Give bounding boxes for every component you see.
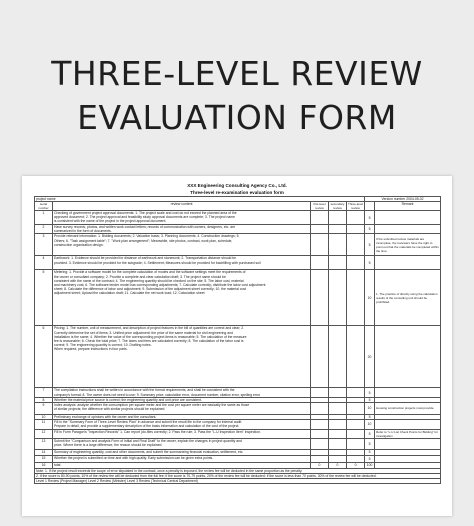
row-content-line: When required, prepare instructions in four parts. bbox=[54, 346, 128, 351]
row-score: 5 bbox=[365, 256, 375, 270]
row-first-review: 0 bbox=[311, 463, 329, 469]
project-name-label: project name bbox=[35, 197, 365, 202]
row-content bbox=[53, 270, 311, 326]
row-score: 10 bbox=[365, 419, 375, 429]
row-score: 5 bbox=[365, 450, 375, 456]
row-content-line: and machinery cost; 6. The software tender model has corresponding adjustments; 7. Calculate correctly; distribute the labor cost adjustment bbox=[54, 282, 266, 287]
row-second-review bbox=[329, 326, 347, 388]
row-content-line: Have survey records, photos, and written work contact letters; records of communication with owners, designers, etc. are bbox=[54, 225, 236, 230]
row-content-line: fee is reasonable; 6. Check the total price; 7. The taxes and fees are calculated correctly; 8. The calculation of the labor cost is bbox=[54, 338, 244, 343]
row-content-line: Fill in the "Summary Form of Three-Level Review Plan" in advance and submit the result file to the company for internal audit. bbox=[54, 419, 243, 424]
row-content-line: price. Where there is a large difference, the reason should be explained. bbox=[54, 443, 163, 448]
row-second-review bbox=[329, 256, 347, 270]
table-row bbox=[35, 439, 441, 450]
row-content-line: is consistent with the name of the project in the project approval document. bbox=[54, 219, 167, 224]
row-remark: Refer to "L-U List Check Points for Bidding" for investigation bbox=[375, 429, 441, 438]
row-score: 5 bbox=[365, 439, 375, 450]
row-content-line: installation is the same; 4. Whether the value of the corresponding project items is reasonable; 5. The calculation of the measure bbox=[54, 334, 247, 339]
row-second-review: 0 bbox=[329, 463, 347, 469]
table-row bbox=[35, 256, 441, 270]
row-score: 20 bbox=[365, 326, 375, 388]
row-serial: 5 bbox=[35, 270, 53, 326]
row-first-review bbox=[311, 234, 329, 256]
row-serial: 13 bbox=[35, 439, 53, 450]
row-content bbox=[53, 439, 311, 450]
row-serial: 11 bbox=[35, 419, 53, 429]
row-first-review bbox=[311, 388, 329, 397]
row-second-review bbox=[329, 402, 347, 414]
row-first-review bbox=[311, 439, 329, 450]
row-serial: 15 bbox=[35, 456, 53, 463]
row-first-review bbox=[311, 419, 329, 429]
row-score: 5 bbox=[365, 456, 375, 463]
row-score: 5 bbox=[365, 397, 375, 402]
row-third-review bbox=[347, 270, 365, 326]
row-second-review bbox=[329, 270, 347, 326]
row-third-review bbox=[347, 326, 365, 388]
row-score: 5 bbox=[365, 234, 375, 256]
row-score: 100 bbox=[365, 463, 375, 469]
row-score: 10 bbox=[365, 270, 375, 326]
row-content-line: sheet; 8. Calculate the difference of labor cost adjustment; 9. Submission of the adjustment sheet correctly; 10. the material cost bbox=[54, 286, 246, 291]
row-remark bbox=[375, 439, 441, 450]
row-remark bbox=[375, 456, 441, 463]
form-subtitle: Three-level re-examination evaluation form bbox=[190, 190, 284, 195]
row-content-line: Preliminary exchange of opinions with the owner and the consultant. bbox=[54, 414, 157, 419]
form-company: XXX Engineering Consulting Agency Co., Ltd. bbox=[187, 183, 287, 188]
row-content-line: of similar projects; the difference with similar projects should be explained. bbox=[54, 406, 166, 411]
table-row bbox=[35, 211, 441, 225]
row-serial: 3 bbox=[35, 234, 53, 256]
row-score: 5 bbox=[365, 414, 375, 419]
row-remark: If the submitted review materials are incomplete, the reviewers have the right to point out that the materials be completed within the time. bbox=[375, 234, 441, 256]
table-row bbox=[35, 388, 441, 397]
row-content-line: company's format; 8. The owner does not need to use; 9. Summary price, calculation error, document number, citation error, spelling error bbox=[54, 392, 261, 397]
row-serial: 4 bbox=[35, 256, 53, 270]
row-content-line: Whether the project is submitted on time and with high quality. Early submission can be given extra points. bbox=[54, 456, 214, 461]
note-text: 2. If the score is 80-90 points, 10% of the review fee will be deducted from the full fee; if the score is 70-79 points, 20% of the review fee will be deducted; if the score is less than 70 points, 30% of the review fee will be deducted. bbox=[35, 474, 441, 479]
row-first-review bbox=[311, 429, 329, 438]
row-content-line: provided. 3. Evidence should be provided for the subgrade; 4. Settlement; Measures should be provided for backfilling with purchased soil bbox=[54, 260, 261, 265]
row-first-review bbox=[311, 456, 329, 463]
row-content-line: approved document; 2. The project approval and feasibility study approval documents are complete; 3. The project name bbox=[54, 215, 236, 220]
row-remark bbox=[375, 225, 441, 234]
table-row bbox=[35, 326, 441, 388]
row-second-review bbox=[329, 211, 347, 225]
row-serial: 9 bbox=[35, 402, 53, 414]
row-content-line: The compilation instructions shall be written in accordance with the format requirements, and shall be consistent with the bbox=[54, 388, 235, 393]
row-content-line: consistent with the name of the contract; 4. The engineering quantity should be checked on the site; 5. The labor cost, material bbox=[54, 278, 244, 283]
note-text: Level 1 Review (Project Manager) Level 2 Review (Minister) Level 3 Review (Technical Central Department) bbox=[35, 479, 441, 484]
row-content-line: Submit the "Comparison and analysis Form of Initial and Final Draft" to the owner, explain the changes in project quantity and bbox=[54, 439, 242, 444]
row-third-review bbox=[347, 439, 365, 450]
row-serial: 10 bbox=[35, 414, 53, 419]
header-row bbox=[35, 202, 441, 211]
row-content-line: Index analysis: analyze whether the consumption per square meter and the cost per square meter are basically the same as those bbox=[54, 402, 250, 407]
row-remark bbox=[375, 419, 441, 429]
header-first: first-level review bbox=[311, 202, 329, 211]
row-content bbox=[53, 326, 311, 388]
header-content: review content bbox=[53, 202, 311, 211]
row-content-line: Pricing: 1. The number, unit of measurement, and description of project features in the bill of quantities are correct and clear; 2. bbox=[54, 326, 245, 331]
version-label: Version number 2004-05-02 bbox=[365, 197, 441, 202]
table-row bbox=[35, 419, 441, 429]
row-content-line: Whether the material price source is correct; the engineering quantity and unit price are consistent. bbox=[54, 397, 202, 402]
row-third-review bbox=[347, 429, 365, 438]
row-remark bbox=[375, 326, 441, 388]
hero-title-line2: EVALUATION FORM bbox=[77, 98, 397, 137]
row-first-review bbox=[311, 402, 329, 414]
row-score: 5 bbox=[365, 388, 375, 397]
note-row bbox=[35, 479, 441, 484]
row-second-review bbox=[329, 225, 347, 234]
hero-banner bbox=[0, 0, 474, 175]
form-preview bbox=[22, 176, 452, 516]
row-content bbox=[53, 388, 311, 397]
row-third-review bbox=[347, 388, 365, 397]
row-first-review bbox=[311, 225, 329, 234]
header-third: Three-level review bbox=[348, 202, 364, 211]
row-first-review bbox=[311, 256, 329, 270]
header-second: secondary review bbox=[329, 202, 347, 211]
row-serial: 2 bbox=[35, 225, 53, 234]
row-second-review bbox=[329, 456, 347, 463]
row-score: 5 bbox=[365, 429, 375, 438]
row-content-line: Fill in Form Paragon's "Inspection Records" 1. Can report (do-files correctly; 2. Pass the rule; 3. Pass the "L-U Inspection Item" inspection. bbox=[54, 429, 261, 434]
header-score bbox=[365, 202, 375, 211]
row-content-line: Checking of government project approval documents: 1. The project scale and cost do not exceed the planned area of the bbox=[54, 211, 237, 216]
row-third-review bbox=[347, 234, 365, 256]
row-score: 10 bbox=[365, 402, 375, 414]
row-content-line: summarized in the form of documents. bbox=[54, 229, 112, 234]
row-first-review bbox=[311, 326, 329, 388]
row-content bbox=[53, 456, 311, 463]
row-content bbox=[53, 429, 311, 438]
row-score: 5 bbox=[365, 225, 375, 234]
row-score: 5 bbox=[365, 211, 375, 225]
row-serial: 7 bbox=[35, 388, 53, 397]
row-second-review bbox=[329, 429, 347, 438]
row-content-line: Others; 6. "Task assignment table"; 7. "Work plan arrangement"; Meanwhile, site photos, contract, work plan, schedule, bbox=[54, 238, 233, 243]
row-remark bbox=[375, 211, 441, 225]
row-content-line: correct; 9. The engineering quantity is correct; 10. Drafting notes. bbox=[54, 342, 152, 347]
row-content bbox=[53, 419, 311, 429]
row-serial: 16 bbox=[35, 463, 53, 469]
row-serial: 6 bbox=[35, 326, 53, 388]
row-content-line: Correctly determine the set of items; 3. Unified price adjustment: the price of the same material for civil engineering and bbox=[54, 330, 233, 335]
row-second-review bbox=[329, 419, 347, 429]
row-content bbox=[53, 256, 311, 270]
evaluation-table bbox=[34, 196, 441, 484]
row-content bbox=[53, 211, 311, 225]
row-remark: Housing construction projects must provide. bbox=[375, 402, 441, 414]
row-serial: 8 bbox=[35, 397, 53, 402]
row-content-line: Metering: 1. Provide a software model for the complete calculation of modes and the software settings meet the requirements of bbox=[54, 270, 246, 275]
table-row bbox=[35, 270, 441, 326]
row-third-review bbox=[347, 402, 365, 414]
row-content-line: Prepare in detail, and provide a supplementary description of the basis information and calculation of the cost of the project. bbox=[54, 423, 240, 428]
row-first-review bbox=[311, 211, 329, 225]
row-remark bbox=[375, 256, 441, 270]
table-row bbox=[35, 456, 441, 463]
row-content-line: Summary of engineering quantity, cost and other documents, and submit the summarizing financial evaluation, settlement, etc. bbox=[54, 450, 244, 455]
row-content-line: Earthwork: 1. Evidence should be provided for distance of earthwork and stonework; 2. Transportation distance should be bbox=[54, 256, 237, 261]
row-third-review: 0 bbox=[347, 463, 365, 469]
row-content bbox=[53, 402, 311, 414]
row-third-review bbox=[347, 456, 365, 463]
table-row bbox=[35, 234, 441, 256]
row-content bbox=[53, 234, 311, 256]
row-serial: 1 bbox=[35, 211, 53, 225]
row-remark bbox=[375, 388, 441, 397]
table-row bbox=[35, 402, 441, 414]
row-content-line: total bbox=[54, 463, 61, 468]
row-third-review bbox=[347, 419, 365, 429]
row-serial: 12 bbox=[35, 429, 53, 438]
table-row bbox=[35, 225, 441, 234]
note-text: Note: 1. If the project result exceeds the scope of error stipulated in the contract, once a penalty is imposed, the review fee will be deducted in the same proportion as the penalty. bbox=[35, 469, 441, 474]
row-third-review bbox=[347, 256, 365, 270]
header-remark: Remark bbox=[375, 202, 441, 211]
table-row bbox=[35, 429, 441, 438]
row-first-review bbox=[311, 270, 329, 326]
row-serial: 14 bbox=[35, 450, 53, 456]
row-second-review bbox=[329, 388, 347, 397]
row-third-review bbox=[347, 225, 365, 234]
row-third-review bbox=[347, 211, 365, 225]
row-content bbox=[53, 225, 311, 234]
row-content-line: the owner or consultant company; 2. Provide a complete and clear calculation draft; 3. The project name should be bbox=[54, 274, 226, 279]
row-second-review bbox=[329, 439, 347, 450]
hero-title-line1: THREE-LEVEL REVIEW bbox=[51, 54, 423, 93]
row-content-line: adjustment sheet; Upload the calculation draft; 11. Calculate the net work load; 12. Calculation sheet bbox=[54, 290, 205, 295]
row-remark: 1. The practice of directly using the calculation results of the consulting unit should be prohibited. bbox=[375, 270, 441, 326]
row-content-line: Provide relevant information: 1. Bidding documents; 2. Valuation basis; 3. Planning documents; 4. Construction drawings; 5. bbox=[54, 234, 240, 239]
row-second-review bbox=[329, 234, 347, 256]
header-serial: serial number bbox=[35, 202, 53, 211]
row-content-line: construction organization design. bbox=[54, 242, 104, 247]
